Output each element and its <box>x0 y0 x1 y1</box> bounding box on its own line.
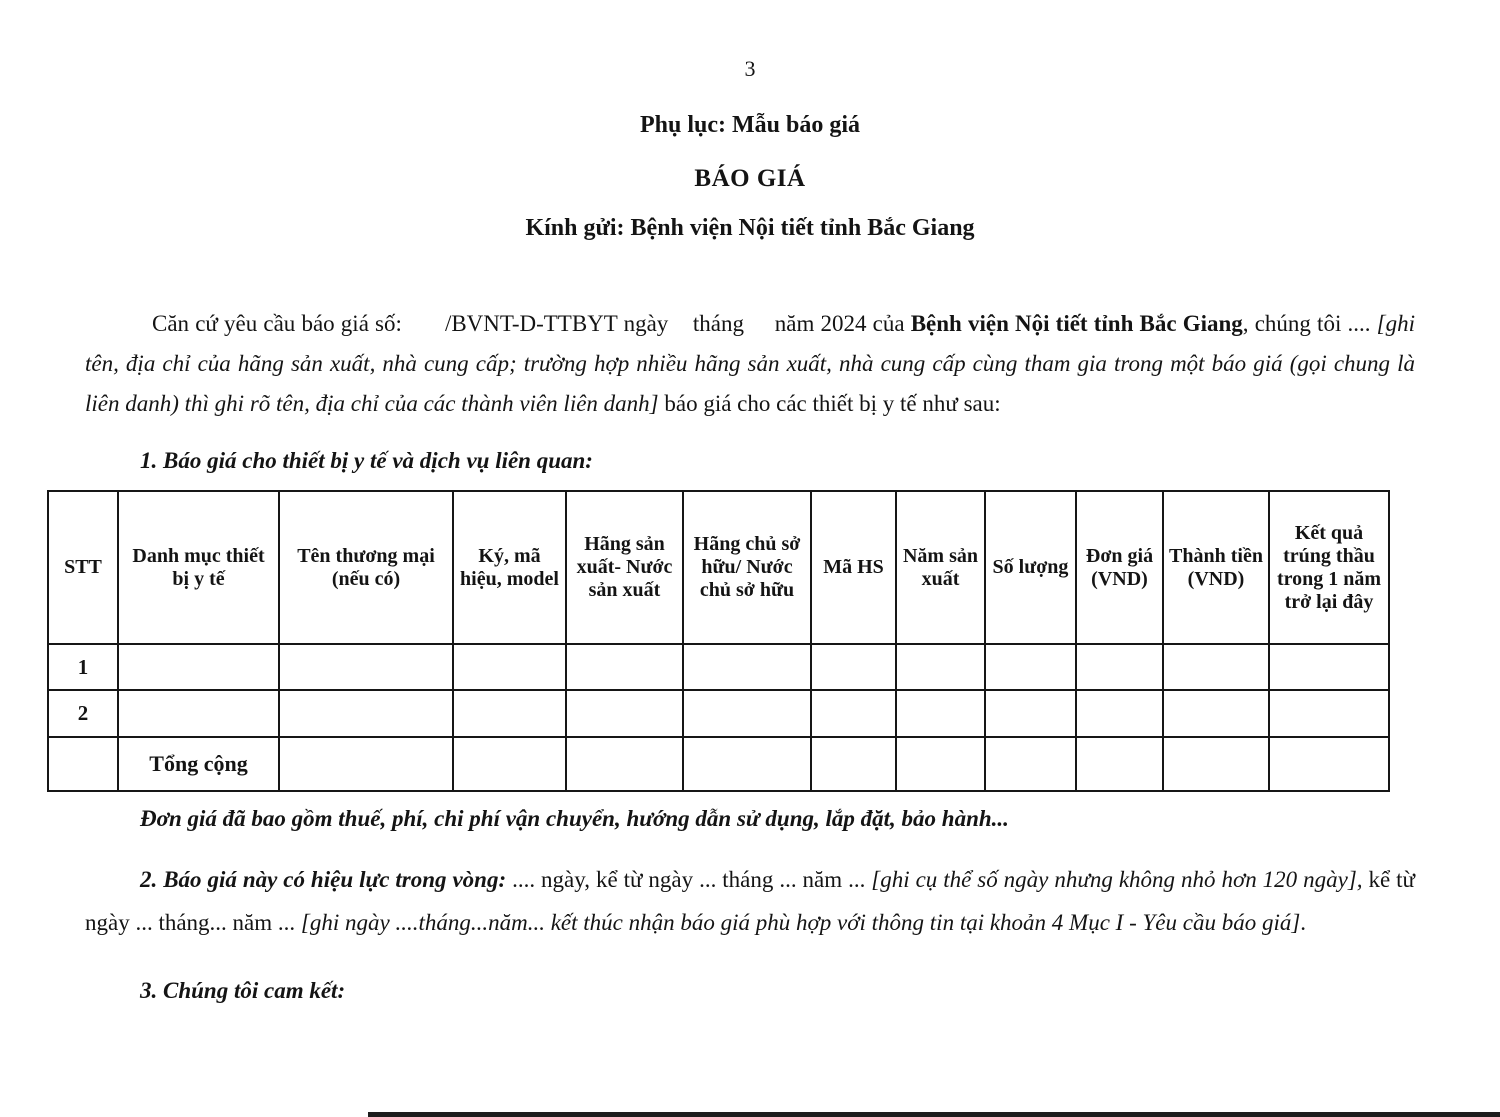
body-cell <box>279 690 453 737</box>
body-cell <box>1269 690 1389 737</box>
price-note: Đơn giá đã bao gồm thuế, phí, chi phí vận chuyển, hướng dẫn sử dụng, lắp đặt, bảo hành... <box>140 806 1009 831</box>
header-cell-ma-hs: Mã HS <box>811 491 896 644</box>
body-cell <box>683 690 811 737</box>
header-cell-hang-chu-so-huu: Hãng chủ sở hữu/ Nước chủ sở hữu <box>683 491 811 644</box>
validity-text: kể từ ngày ... tháng... năm ... <box>85 867 1421 935</box>
body-cell <box>566 690 683 737</box>
body-cell <box>1076 737 1163 791</box>
body-cell <box>1269 644 1389 690</box>
body-cell: 1 <box>48 644 118 690</box>
body-cell <box>1163 737 1269 791</box>
header-cell-ket-qua-trung-thau: Kết quả trúng thầu trong 1 năm trở lại đây <box>1269 491 1389 644</box>
validity-instruction-italic: [ghi ngày ....tháng...năm... kết thúc nhận báo giá phù hợp với thông tin tại khoản 4 Mục I - Yêu cầu báo giá] <box>300 910 1301 935</box>
header-cell-don-gia: Đơn giá (VND) <box>1076 491 1163 644</box>
intro-paragraph <box>85 304 1421 424</box>
header-cell-hang-san-xuat: Hãng sản xuất- Nước sản xuất <box>566 491 683 644</box>
body-cell <box>985 644 1076 690</box>
body-cell <box>566 737 683 791</box>
section-3-heading: 3. Chúng tôi cam kết: <box>140 978 346 1003</box>
body-cell <box>1076 644 1163 690</box>
body-cell <box>118 690 279 737</box>
header-cell-ky-ma-hieu: Ký, mã hiệu, model <box>453 491 566 644</box>
table-row <box>48 644 1389 690</box>
body-cell <box>1269 737 1389 791</box>
recipient-line: Kính gửi: Bệnh viện Nội tiết tỉnh Bắc Giang <box>525 215 975 241</box>
table-total-row <box>48 737 1389 791</box>
hospital-name-bold: Bệnh viện Nội tiết tỉnh Bắc Giang <box>910 311 1243 336</box>
header-cell-thanh-tien: Thành tiền (VND) <box>1163 491 1269 644</box>
body-cell <box>683 737 811 791</box>
body-cell <box>279 644 453 690</box>
body-cell <box>811 737 896 791</box>
header-cell-ten-thuong-mai: Tên thương mại (nếu có) <box>279 491 453 644</box>
body-cell <box>1076 690 1163 737</box>
body-cell <box>896 737 985 791</box>
validity-instruction-italic: [ghi cụ thể số ngày nhưng không nhỏ hơn 120 ngày], <box>871 867 1363 892</box>
page-number: 3 <box>744 56 756 81</box>
table-header-row <box>48 491 1389 644</box>
validity-text: . <box>1300 910 1307 935</box>
section-1-heading: 1. Báo giá cho thiết bị y tế và dịch vụ liên quan: <box>140 448 593 473</box>
document-title: BÁO GIÁ <box>694 165 806 192</box>
body-cell <box>1163 690 1269 737</box>
body-cell <box>896 644 985 690</box>
intro-instruction-italic: [ghi tên, địa chỉ của hãng sản xuất, nhà cung cấp; trường hợp nhiều hãng sản xuất, nhà cung cấp cùng tham gia trong một báo giá (gọi chung là liên danh) thì ghi rõ tên, địa chỉ của các thành viên liên danh] <box>85 311 1421 416</box>
body-cell <box>453 690 566 737</box>
table-row <box>48 690 1389 737</box>
validity-paragraph <box>85 858 1421 944</box>
total-label-cell: Tổng cộng <box>118 737 279 791</box>
body-cell <box>683 644 811 690</box>
intro-text: báo giá cho các thiết bị y tế như sau: <box>658 391 1001 416</box>
body-cell <box>48 737 118 791</box>
next-page-table-edge <box>368 1112 1500 1117</box>
body-cell: 2 <box>48 690 118 737</box>
body-cell <box>896 690 985 737</box>
body-cell <box>985 737 1076 791</box>
appendix-title: Phụ lục: Mẫu báo giá <box>639 112 861 138</box>
body-cell <box>811 644 896 690</box>
header-cell-nam-san-xuat: Năm sản xuất <box>896 491 985 644</box>
body-cell <box>118 644 279 690</box>
body-cell <box>985 690 1076 737</box>
intro-text: Căn cứ yêu cầu báo giá số: /BVNT-D-TTBYT ngày tháng năm 2024 của <box>152 311 911 336</box>
body-cell <box>453 737 566 791</box>
body-cell <box>566 644 683 690</box>
header-cell-danh-muc: Danh mục thiết bị y tế <box>118 491 279 644</box>
intro-text: , chúng tôi .... <box>1242 311 1377 336</box>
document-page <box>0 56 1500 1117</box>
body-cell <box>811 690 896 737</box>
body-cell <box>1163 644 1269 690</box>
validity-text: .... ngày, kể từ ngày ... tháng ... năm ... <box>506 867 872 892</box>
quotation-table <box>47 490 1390 792</box>
section-2-lead-bold-italic: 2. Báo giá này có hiệu lực trong vòng: <box>140 867 507 892</box>
body-cell <box>453 644 566 690</box>
header-cell-stt: STT <box>48 491 118 644</box>
body-cell <box>279 737 453 791</box>
header-cell-so-luong: Số lượng <box>985 491 1076 644</box>
